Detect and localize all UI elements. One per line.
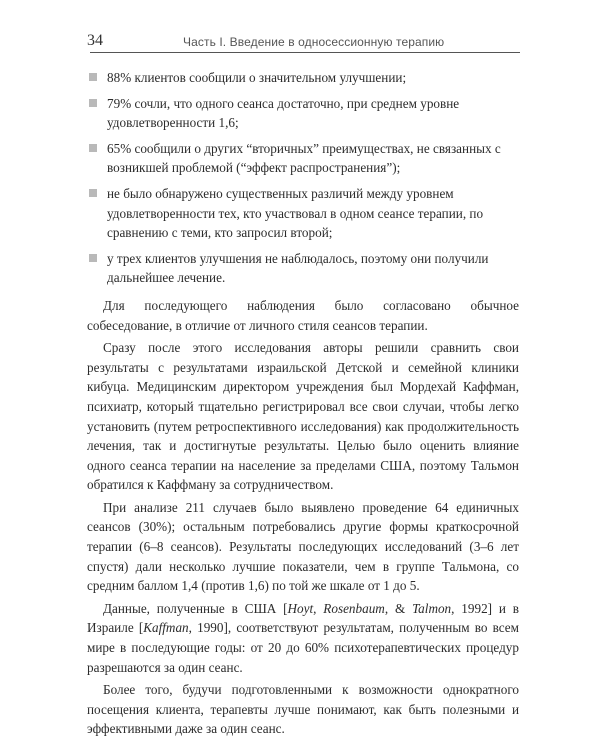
list-item (87, 94, 519, 133)
list-item (87, 139, 519, 178)
list-item (87, 249, 519, 288)
citation-text: , & (384, 600, 413, 616)
header-rule (90, 52, 520, 53)
page-body (87, 68, 519, 739)
list-item-text: 88% клиентов сообщили о значительном улучшении; (107, 70, 407, 85)
list-item (87, 68, 519, 88)
citation-text: Данные, полученные в США [ (103, 600, 288, 616)
citation-author: Talmon (412, 600, 452, 616)
citation-author: Rosenbaum (323, 600, 385, 616)
square-bullet-icon (89, 189, 97, 197)
paragraph-citations (87, 599, 519, 677)
page-header (87, 30, 520, 54)
citation-author: Kaffman (143, 620, 189, 636)
list-item-text: 79% сочли, что одного сеанса достаточно, при среднем уровне удовлетворенности 1,6; (107, 95, 460, 131)
paragraph-analysis: При анализе 211 случаев было выявлено проведение 64 единичных сеансов (30%); остальным потребовались другие формы краткосрочной терапии (6–8 сеансов). Результаты последующих исследований (3–6 лет спустя) дали несколько лучшие показатели, чем в группе Тальмона, со средним баллом 1,4 (против 1,6) по той же шкале от 1 до 5. (87, 499, 519, 594)
square-bullet-icon (89, 99, 97, 107)
citation-text: , (313, 600, 324, 616)
findings-list (87, 68, 519, 288)
square-bullet-icon (89, 144, 97, 152)
list-item-text: у трех клиентов улучшения не наблюдалось, поэтому они получили дальнейшее лечение. (107, 250, 489, 286)
square-bullet-icon (89, 73, 97, 81)
list-item-text: не было обнаружено существенных различий между уровнем удовлетворенности тех, кто участвовал в одном сеансе терапии, по сравнению с теми, кто запросил второй; (107, 185, 484, 241)
citation-text: , 1990], соответствуют результатам, полученным во всем мире в последующие годы: от 20 до 60% психотерапевтических процедур разрешаются за один сеанс. (87, 620, 519, 675)
paragraph-followup: Для последующего наблюдения было согласовано обычное собеседование, в отличие от личного стиля сеансов терапии. (87, 297, 519, 333)
citation-author: Hoyt (287, 600, 314, 616)
paragraph-kibbutz-study: Сразу после этого исследования авторы решили сравнить свои результаты с результатами израильской Детской и семейной клиники кибуца. Медицинским директором учреждения был Мордехай Каффман, психиатр, который тщательно регистрировал все свои случаи, чтобы легко установить (путем ретроспективного исследования) как продолжительность лечения, так и достигнутые результаты. Целью было оценить влияние одного сеанса терапии на население за пределами США, поэтому Тальмон обратился к Каффману за сотрудничеством. (87, 340, 519, 493)
square-bullet-icon (89, 254, 97, 262)
list-item-text: 65% сообщили о других “вторичных” преимуществах, не связанных с возникшей проблемой (“эффект распространения”); (107, 140, 501, 176)
paragraph-conclusion: Более того, будучи подготовленными к возможности однократного посещения клиента, терапевты лучше понимают, как быть полезными и эффективными даже за один сеанс. (87, 682, 519, 737)
citation-text: , 1992] и в Израиле [ (87, 600, 519, 636)
page-number: 34 (87, 32, 103, 49)
running-head: Часть I. Введение в односессионную терапию (183, 35, 445, 49)
list-item (87, 184, 519, 243)
